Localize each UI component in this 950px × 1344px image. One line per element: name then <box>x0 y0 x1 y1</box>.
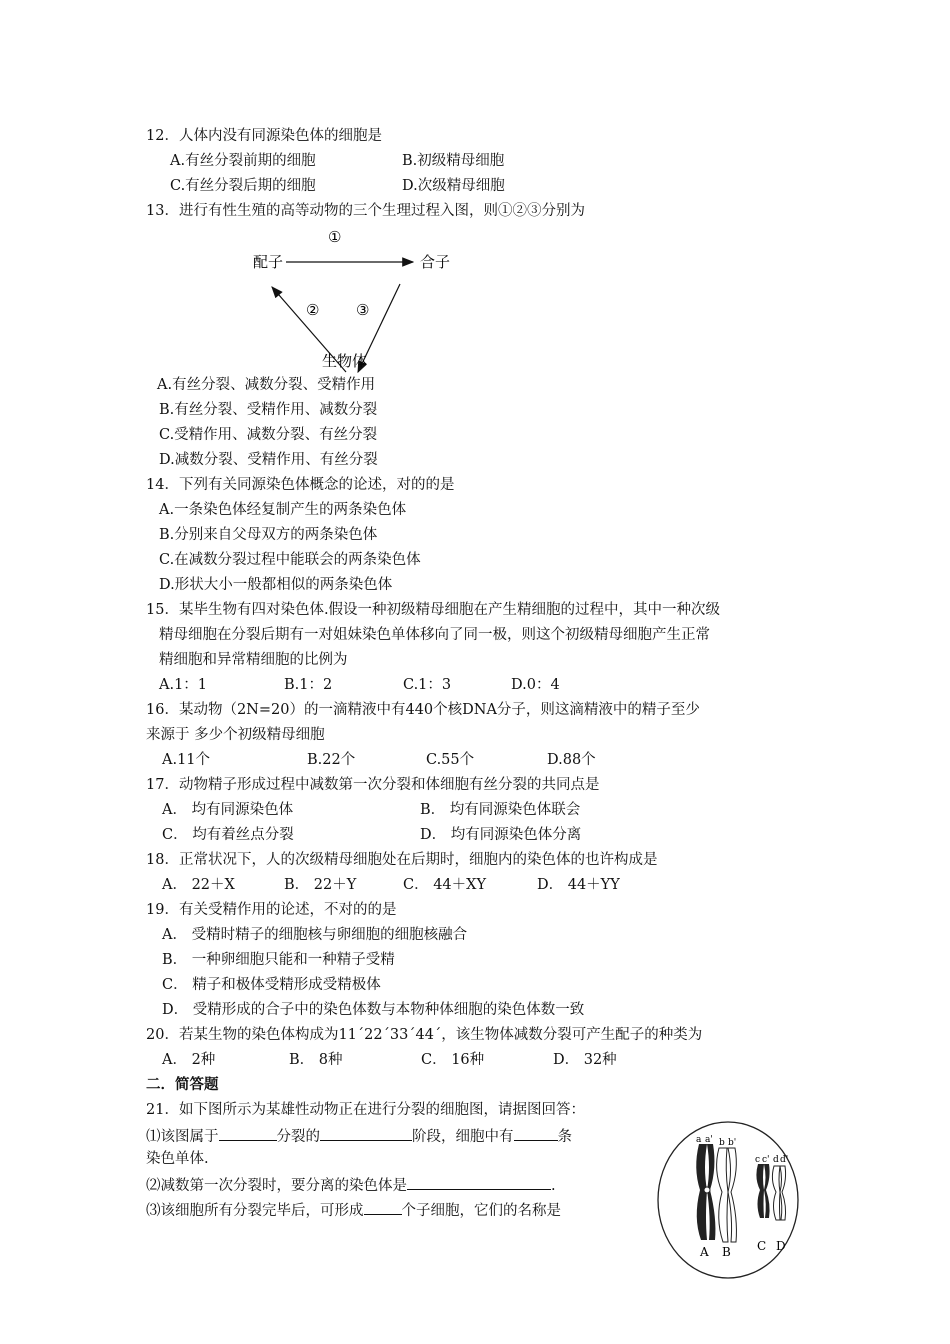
q12-option-b[interactable]: B.初级精母细胞 <box>402 153 505 169</box>
label-d-prime: d' <box>780 1155 789 1165</box>
q13-option-d[interactable]: D.减数分裂、受精作用、有丝分裂 <box>159 452 378 468</box>
q16-option-a[interactable]: A.11个 <box>162 752 211 768</box>
label-2: ② <box>306 301 320 319</box>
q19-option-d[interactable]: D． 受精形成的合子中的染色体数与本物种体细胞的染色体数一致 <box>162 1002 585 1018</box>
q20-option-c[interactable]: C． 16种 <box>421 1052 485 1068</box>
q12-stem: 12．人体内没有同源染色体的细胞是 <box>146 128 382 144</box>
q21-stem: 21．如下图所示为某雄性动物正在进行分裂的细胞图，请据图回答： <box>146 1102 585 1118</box>
q18-option-a[interactable]: A． 22＋X <box>162 877 235 893</box>
q12-option-d[interactable]: D.次级精母细胞 <box>402 178 505 194</box>
label-B: B <box>722 1245 731 1259</box>
q21-part2-text-b: . <box>551 1178 556 1194</box>
label-b: b <box>719 1138 725 1148</box>
q20-option-b[interactable]: B． 8种 <box>289 1052 343 1068</box>
answer-blank-division-type[interactable] <box>219 1126 277 1141</box>
label-a-prime: a' <box>705 1135 713 1145</box>
answer-blank-chromatid-count[interactable] <box>514 1126 558 1141</box>
q13-stem: 13．进行有性生殖的高等动物的三个生理过程入图，则①②③分别为 <box>146 203 585 219</box>
q21-part3 <box>146 1200 561 1220</box>
q17-option-b[interactable]: B． 均有同源染色体联会 <box>420 802 581 818</box>
q17-option-a[interactable]: A． 均有同源染色体 <box>162 802 294 818</box>
label-3: ③ <box>356 301 370 319</box>
q14-option-d[interactable]: D.形状大小一般都相似的两条染色体 <box>159 577 393 593</box>
q16-stem-line2: 来源于 多少个初级精母细胞 <box>146 727 325 743</box>
label-C: C <box>757 1239 767 1253</box>
q16-option-d[interactable]: D.88个 <box>547 752 596 768</box>
q18-option-d[interactable]: D． 44＋YY <box>537 877 620 893</box>
q21-part1-text-b: 分裂的 <box>276 1129 320 1145</box>
q12-option-c[interactable]: C.有丝分裂后期的细胞 <box>170 178 316 194</box>
label-b-prime: b' <box>728 1138 737 1148</box>
chromosome-A <box>696 1144 715 1240</box>
answer-blank-separating-chromosomes[interactable] <box>407 1175 551 1190</box>
q17-option-c[interactable]: C． 均有着丝点分裂 <box>162 827 294 843</box>
q15-option-b[interactable]: B.1：2 <box>284 677 333 693</box>
q13-option-a[interactable]: A.有丝分裂、减数分裂、受精作用 <box>157 377 376 393</box>
q12-option-a[interactable]: A.有丝分裂前期的细胞 <box>170 153 316 169</box>
label-d: d <box>773 1155 779 1165</box>
q16-option-b[interactable]: B.22个 <box>307 752 356 768</box>
q19-option-a[interactable]: A． 受精时精子的细胞核与卵细胞的细胞核融合 <box>162 927 468 943</box>
chromosome-B <box>717 1148 737 1242</box>
q20-option-d[interactable]: D． 32种 <box>553 1052 617 1068</box>
q15-stem-line3: 精细胞和异常精细胞的比例为 <box>159 652 348 668</box>
q18-stem: 18．正常状况下，人的次级精母细胞处在后期时，细胞内的染色体的也许构成是 <box>146 852 658 868</box>
q19-stem: 19．有关受精作用的论述，不对的的是 <box>146 902 397 918</box>
q19-option-b[interactable]: B． 一种卵细胞只能和一种精子受精 <box>162 952 395 968</box>
q15-option-d[interactable]: D.0：4 <box>511 677 560 693</box>
label-1: ① <box>328 228 342 246</box>
gamete-label: 配子 <box>253 253 284 271</box>
q14-option-a[interactable]: A.一条染色体经复制产生的两条染色体 <box>159 502 407 518</box>
chromosome-C <box>756 1164 769 1218</box>
q16-stem-line1: 16．某动物（2N=20）的一滴精液中有440个核DNA分子，则这滴精液中的精子至少 <box>146 702 700 718</box>
q13-option-b[interactable]: B.有丝分裂、受精作用、减数分裂 <box>159 402 378 418</box>
q15-stem-line1: 15．某毕生物有四对染色体.假设一种初级精母细胞在产生精细胞的过程中，其中一种次级 <box>146 602 721 618</box>
zygote-label: 合子 <box>420 253 451 271</box>
q17-option-d[interactable]: D． 均有同源染色体分离 <box>420 827 582 843</box>
organism-label: 生物体 <box>322 352 368 370</box>
q21-part3-text-a: ⑶该细胞所有分裂完毕后，可形成 <box>146 1203 364 1219</box>
label-c: c <box>755 1155 761 1165</box>
q21-part3-text-b: 个子细胞，它们的名称是 <box>401 1203 561 1219</box>
q15-option-c[interactable]: C.1：3 <box>403 677 452 693</box>
q15-stem-line2: 精母细胞在分裂后期有一对姐妹染色单体移向了同一极，则这个初级精母细胞产生正常 <box>159 627 710 643</box>
label-D: D <box>776 1239 786 1253</box>
q21-part2 <box>146 1175 556 1195</box>
q21-part1-text-a: ⑴该图属于 <box>146 1129 219 1145</box>
section-title: 二．简答题 <box>146 1076 219 1093</box>
q21-part2-text-a: ⑵减数第一次分裂时，要分离的染色体是 <box>146 1178 407 1194</box>
q14-option-c[interactable]: C.在减数分裂过程中能联会的两条染色体 <box>159 552 421 568</box>
answer-blank-daughter-cell-count[interactable] <box>364 1200 402 1215</box>
label-a: a <box>696 1135 702 1145</box>
q15-option-a[interactable]: A.1：1 <box>159 677 208 693</box>
answer-blank-stage[interactable] <box>320 1126 412 1141</box>
q18-option-b[interactable]: B． 22＋Y <box>284 877 357 893</box>
q21-part1 <box>146 1126 572 1146</box>
q13-option-c[interactable]: C.受精作用、减数分裂、有丝分裂 <box>159 427 378 443</box>
q20-option-a[interactable]: A． 2种 <box>162 1052 216 1068</box>
q18-option-c[interactable]: C． 44＋XY <box>403 877 487 893</box>
q16-option-c[interactable]: C.55个 <box>426 752 475 768</box>
chromosome-D <box>772 1166 785 1220</box>
label-c-prime: c' <box>762 1155 770 1165</box>
q21-part1-text-c: 阶段，细胞中有 <box>412 1129 514 1145</box>
label-A: A <box>700 1245 709 1259</box>
reproduction-cycle-diagram <box>240 222 470 382</box>
q17-stem: 17．动物精子形成过程中减数第一次分裂和体细胞有丝分裂的共同点是 <box>146 777 600 793</box>
q20-stem: 20．若某生物的染色体构成为11ˊ22ˊ33ˊ44ˊ，该生物体减数分裂可产生配子的种类为 <box>146 1027 703 1043</box>
q21-part1-continued: 染色单体. <box>146 1151 209 1167</box>
cell-division-figure <box>655 1118 801 1282</box>
q21-part1-text-d: 条 <box>557 1129 572 1145</box>
q19-option-c[interactable]: C． 精子和极体受精形成受精极体 <box>162 977 381 993</box>
q14-stem: 14．下列有关同源染色体概念的论述，对的的是 <box>146 477 455 493</box>
q14-option-b[interactable]: B.分别来自父母双方的两条染色体 <box>159 527 378 543</box>
